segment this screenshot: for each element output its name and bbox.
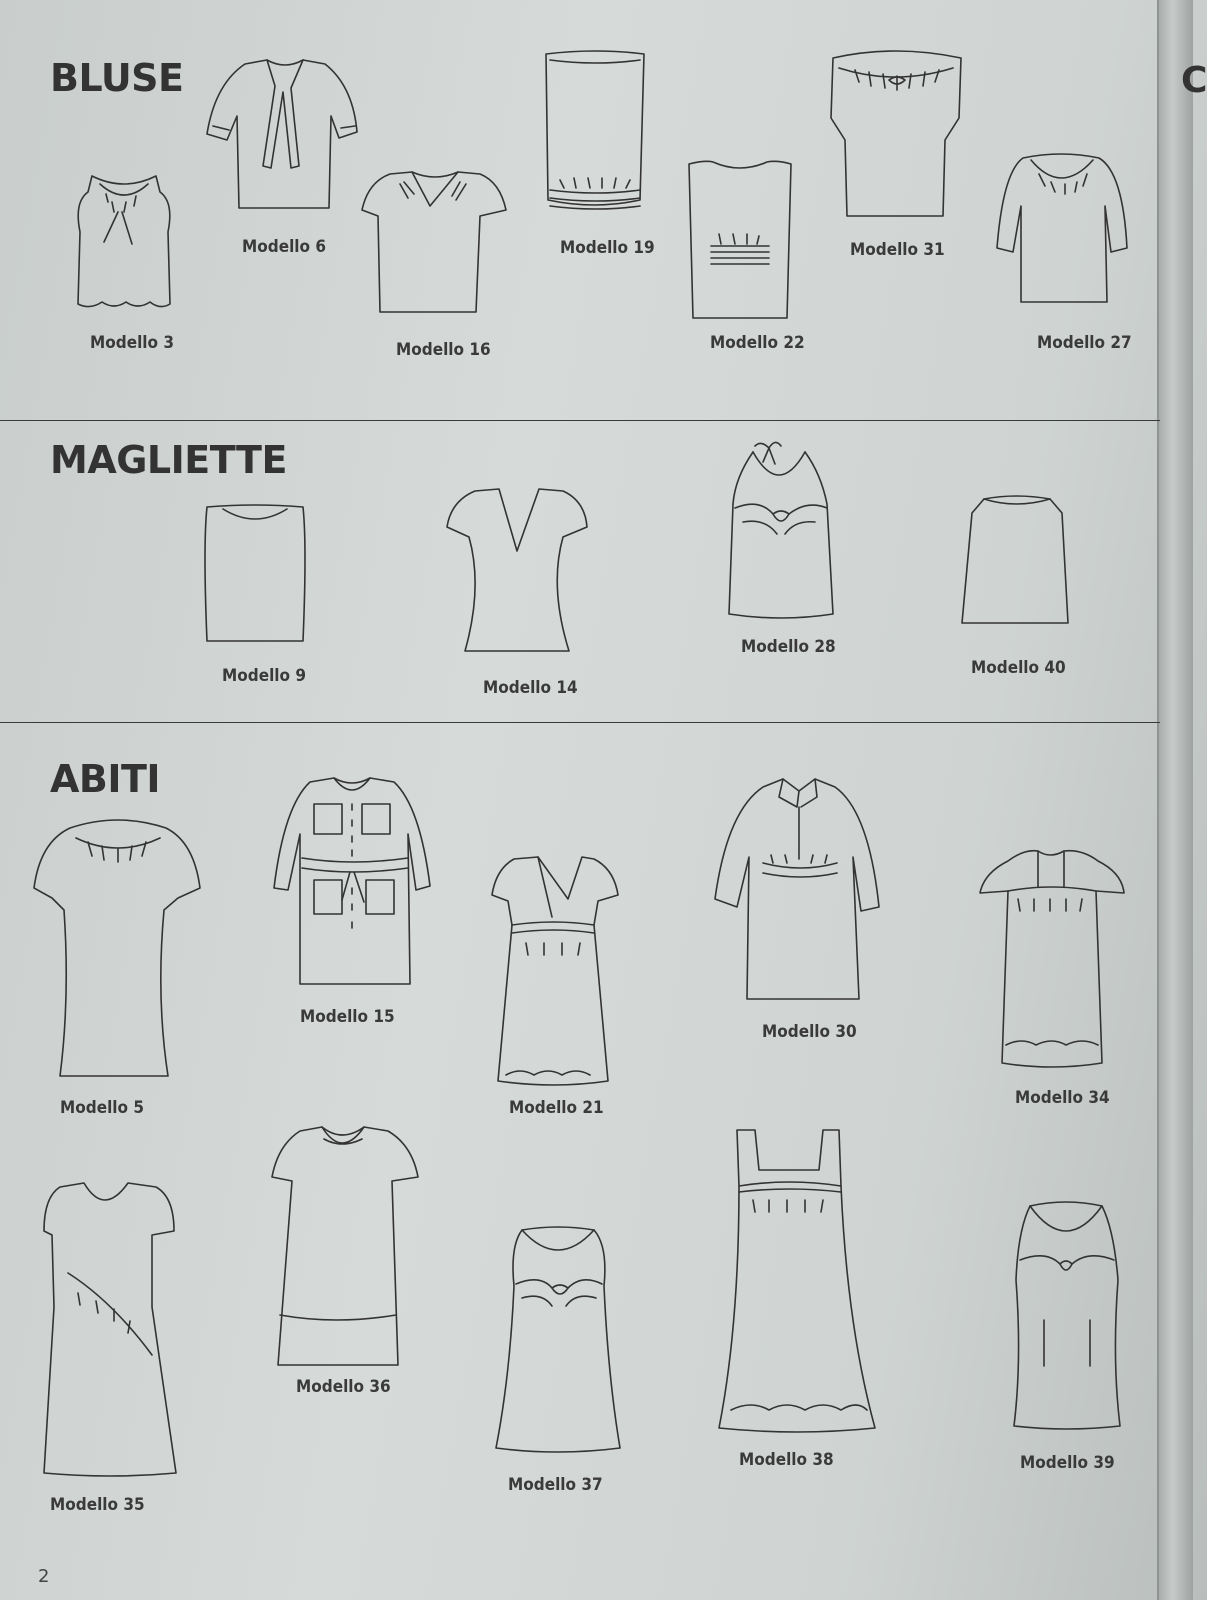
model-label: Modello 21 <box>509 1098 604 1118</box>
model-label: Modello 22 <box>710 333 805 353</box>
model-label: Modello 3 <box>90 333 175 353</box>
model-label: Modello 38 <box>739 1450 834 1470</box>
vneck-tee-sketch <box>445 487 590 657</box>
halter-twist-top-sketch <box>725 438 840 623</box>
model-37-drawing <box>492 1226 627 1456</box>
model-28-drawing <box>725 438 840 623</box>
scoop-neck-top-sketch <box>995 152 1130 312</box>
model-label: Modello 19 <box>560 238 655 258</box>
vneck-blouse-sketch <box>360 170 510 320</box>
maxi-strap-dress-sketch <box>715 1126 880 1436</box>
shirt-dress-sketch <box>270 776 435 991</box>
model-15-drawing <box>270 776 435 991</box>
gathered-neck-dress-sketch <box>32 818 202 1083</box>
halter-dress-sketch <box>492 1226 627 1456</box>
model-3-drawing <box>72 172 177 312</box>
square-neck-dress-sketch <box>978 847 1128 1072</box>
model-label: Modello 15 <box>300 1007 395 1027</box>
smocked-waist-top-sketch <box>685 158 795 328</box>
smocked-hem-top-sketch <box>540 50 650 220</box>
asymmetric-seam-dress-sketch <box>42 1177 177 1482</box>
section-title-abiti: ABITI <box>50 757 161 801</box>
model-5-drawing <box>32 818 202 1083</box>
tunic-dress-sketch <box>270 1125 420 1375</box>
model-label: Modello 9 <box>222 666 307 686</box>
model-36-drawing <box>270 1125 420 1375</box>
model-9-drawing <box>203 505 308 645</box>
halter-sheath-dress-sketch <box>1010 1200 1122 1435</box>
model-label: Modello 39 <box>1020 1453 1115 1473</box>
model-21-drawing <box>490 855 620 1090</box>
model-label: Modello 5 <box>60 1098 145 1118</box>
model-label: Modello 34 <box>1015 1088 1110 1108</box>
model-34-drawing <box>978 847 1128 1072</box>
model-label: Modello 40 <box>971 658 1066 678</box>
model-22-drawing <box>685 158 795 328</box>
model-38-drawing <box>715 1126 880 1436</box>
boat-neck-top-sketch <box>958 495 1073 630</box>
page-gutter <box>1157 0 1193 1600</box>
model-label: Modello 16 <box>396 340 491 360</box>
next-page-fragment: C <box>1181 60 1207 101</box>
model-label: Modello 27 <box>1037 333 1132 353</box>
model-31-drawing <box>825 48 970 223</box>
section-title-bluse: BLUSE <box>50 56 184 100</box>
model-label: Modello 31 <box>850 240 945 260</box>
model-14-drawing <box>445 487 590 657</box>
model-label: Modello 37 <box>508 1475 603 1495</box>
section-divider <box>0 722 1160 723</box>
sleeveless-blouse-sketch <box>72 172 177 312</box>
model-label: Modello 35 <box>50 1495 145 1515</box>
gathered-neck-top-sketch <box>825 48 970 223</box>
model-19-drawing <box>540 50 650 220</box>
model-27-drawing <box>995 152 1130 312</box>
model-35-drawing <box>42 1177 177 1482</box>
bow-blouse-sketch <box>205 56 365 216</box>
model-6-drawing <box>205 56 365 216</box>
section-divider <box>0 420 1160 421</box>
model-label: Modello 14 <box>483 678 578 698</box>
model-label: Modello 36 <box>296 1377 391 1397</box>
page-number: 2 <box>38 1566 50 1587</box>
collared-dress-sketch <box>713 777 883 1007</box>
model-label: Modello 6 <box>242 237 327 257</box>
model-39-drawing <box>1010 1200 1122 1435</box>
wrap-dress-sketch <box>490 855 620 1090</box>
model-label: Modello 28 <box>741 637 836 657</box>
tank-top-sketch <box>203 505 308 645</box>
model-30-drawing <box>713 777 883 1007</box>
model-label: Modello 30 <box>762 1022 857 1042</box>
section-title-magliette: MAGLIETTE <box>50 438 287 482</box>
model-16-drawing <box>360 170 510 320</box>
model-40-drawing <box>958 495 1073 630</box>
